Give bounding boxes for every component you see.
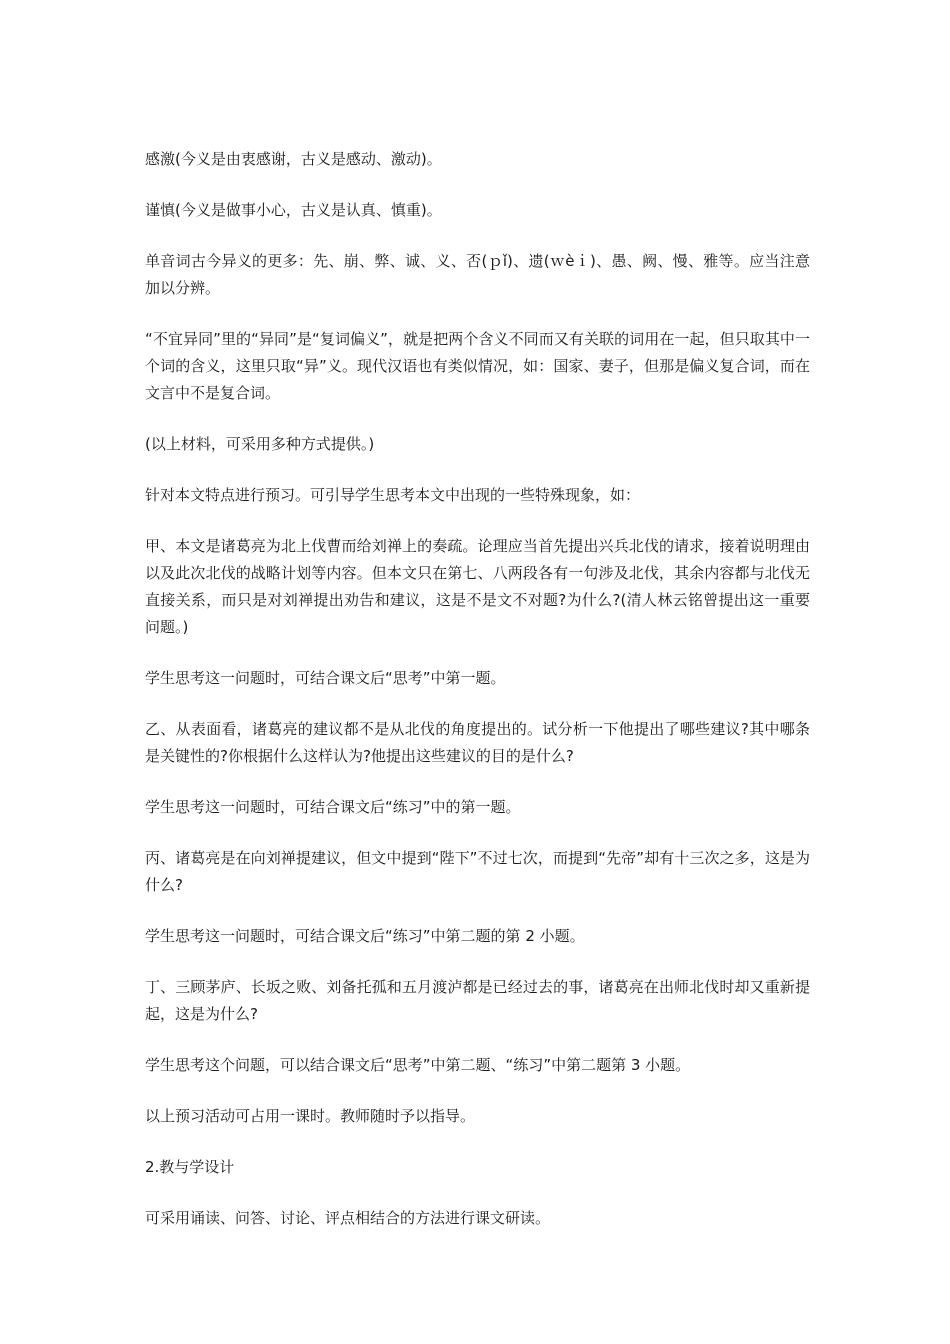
paragraph-17: 可采用诵读、问答、讨论、评点相结合的方法进行课文研读。 (145, 1209, 551, 1227)
paragraph-14: 学生思考这个问题，可以结合课文后“思考”中第二题、“练习”中第二题第 3 小题。 (145, 1056, 691, 1074)
document-body (145, 146, 810, 1256)
paragraph-8: 学生思考这一问题时，可结合课文后“思考”中第一题。 (145, 669, 506, 687)
paragraph-15: 以上预习活动可占用一课时。教师随时予以指导。 (145, 1107, 476, 1125)
paragraph-7: 甲、本文是诸葛亮为北上伐曹而给刘禅上的奏疏。论理应当首先提出兴兵北伐的请求，接着说明理由以及此次北伐的战略计划等内容。但本文只在第七、八两段各有一句涉及北伐，其余内容都与北伐无直接关系，而只是对刘禅提出劝告和建议，这是不是文不对题?为什么?(清人林云铭曾提出这一重要问题。) (145, 537, 810, 636)
paragraph-2: 谨慎(今义是做事小心，古义是认真、慎重)。 (145, 201, 442, 219)
paragraph-1: 感激(今义是由衷感谢，古义是感动、激动)。 (145, 150, 442, 168)
paragraph-9: 乙、从表面看，诸葛亮的建议都不是从北伐的角度提出的。试分析一下他提出了哪些建议?其中哪条是关键性的?你根据什么这样认为?他提出这些建议的目的是什么? (145, 720, 810, 765)
paragraph-12: 学生思考这一问题时，可结合课文后“练习”中第二题的第 2 小题。 (145, 927, 585, 945)
paragraph-10: 学生思考这一问题时，可结合课文后“练习”中的第一题。 (145, 798, 521, 816)
paragraph-5: (以上材料，可采用多种方式提供。) (145, 435, 375, 453)
paragraph-11: 丙、诸葛亮是在向刘禅提建议，但文中提到“陛下”不过七次，而提到“先帝”却有十三次之多，这是为什么? (145, 849, 810, 894)
paragraph-6: 针对本文特点进行预习。可引导学生思考本文中出现的一些特殊现象，如： (145, 486, 641, 504)
paragraph-13: 丁、三顾茅庐、长坂之败、刘备托孤和五月渡泸都是已经过去的事，诸葛亮在出师北伐时却又重新提起，这是为什么? (145, 978, 810, 1023)
paragraph-3: 单音词古今异义的更多：先、崩、弊、诚、义、否(ｐǐ)、遗(ｗèｉ)、愚、阙、慢、雅等。应当注意加以分辨。 (145, 252, 810, 297)
paragraph-4: “不宜异同”里的“异同”是“复词偏义”，就是把两个含义不同而又有关联的词用在一起，但只取其中一个词的含义，这里只取“异”义。现代汉语也有类似情况，如：国家、妻子，但那是偏义复合词，而在文言中不是复合词。 (145, 330, 810, 402)
section-heading: 2.教与学设计 (145, 1158, 235, 1176)
